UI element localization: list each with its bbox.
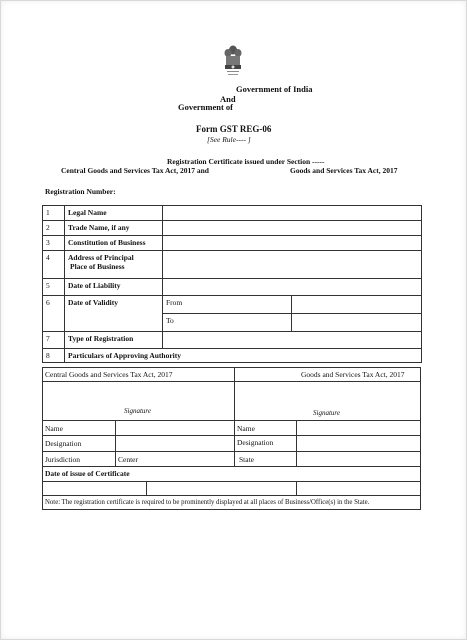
note-text: Note: The registration certificate is required to be prominently displayed at all places of Business/Office(s) in the State. [45,499,370,506]
registration-number-label: Registration Number: [45,187,116,196]
row-number: 6 [43,296,65,332]
row-label: Date of Validity [65,296,163,332]
validity-from-field[interactable] [292,296,422,314]
approving-authority-block [42,367,421,510]
name-left-label: Name [45,424,63,433]
table-row [43,251,422,279]
row-number: 2 [43,221,65,236]
designation-left-label: Designation [45,439,82,448]
divider [43,466,420,467]
row-label: Constitution of Business [65,236,163,251]
and-text: And [220,94,236,104]
row-label-line2: Place of Business [70,262,125,271]
table-row [43,349,422,363]
act-left: Central Goods and Services Tax Act, 2017 and [61,166,209,175]
row-number: 7 [43,332,65,349]
validity-to-field[interactable] [292,314,422,332]
row-label-line1: Address of Principal [68,253,134,262]
row-label: Date of Liability [65,279,163,296]
signature-left: Signature [124,407,151,415]
table-row [43,206,422,221]
divider [43,435,420,436]
row-label: Type of Registration [65,332,163,349]
form-title: Form GST REG-06 [196,124,272,134]
registration-type-field[interactable] [163,332,422,349]
row-label: Trade Name, if any [65,221,163,236]
constitution-field[interactable] [163,236,422,251]
divider [43,495,420,496]
row-label: Legal Name [65,206,163,221]
designation-right-label: Designation [237,438,274,447]
center-label: Center [118,455,138,464]
state-label: State [239,455,254,464]
row-number: 4 [43,251,65,279]
row-number: 5 [43,279,65,296]
row-label: Particulars of Approving Authority [65,349,422,363]
table-row [43,221,422,236]
gov-india: Government of India [236,84,313,94]
reg-cert-line: Registration Certificate issued under Section ----- [167,157,325,166]
divider [115,420,116,466]
see-rule: [See Rule---- ] [207,135,251,144]
left-act-label: Central Goods and Services Tax Act, 2017 [45,370,173,379]
divider [43,420,420,421]
table-row [43,296,422,314]
row-number: 3 [43,236,65,251]
act-right: Goods and Services Tax Act, 2017 [290,166,398,175]
divider [43,451,420,452]
validity-to-label: To [163,314,292,332]
jurisdiction-label: Jurisdiction [45,455,80,464]
row-number: 1 [43,206,65,221]
row-label [65,251,163,279]
name-right-label: Name [237,424,255,433]
divider [296,420,297,466]
validity-from-label: From [163,296,292,314]
gov-of: Government of [178,102,234,112]
liability-date-field[interactable] [163,279,422,296]
divider [296,481,297,495]
trade-name-field[interactable] [163,221,422,236]
date-of-issue-label: Date of issue of Certificate [45,469,130,478]
divider [43,381,420,382]
table-row [43,332,422,349]
right-act-label: Goods and Services Tax Act, 2017 [301,370,405,379]
row-number: 8 [43,349,65,363]
address-field[interactable] [163,251,422,279]
table-row [43,236,422,251]
national-emblem-icon [222,44,244,80]
divider [43,481,420,482]
table-row [43,279,422,296]
signature-right: Signature [313,409,340,417]
registration-details-table [42,205,422,363]
divider [146,481,147,495]
legal-name-field[interactable] [163,206,422,221]
